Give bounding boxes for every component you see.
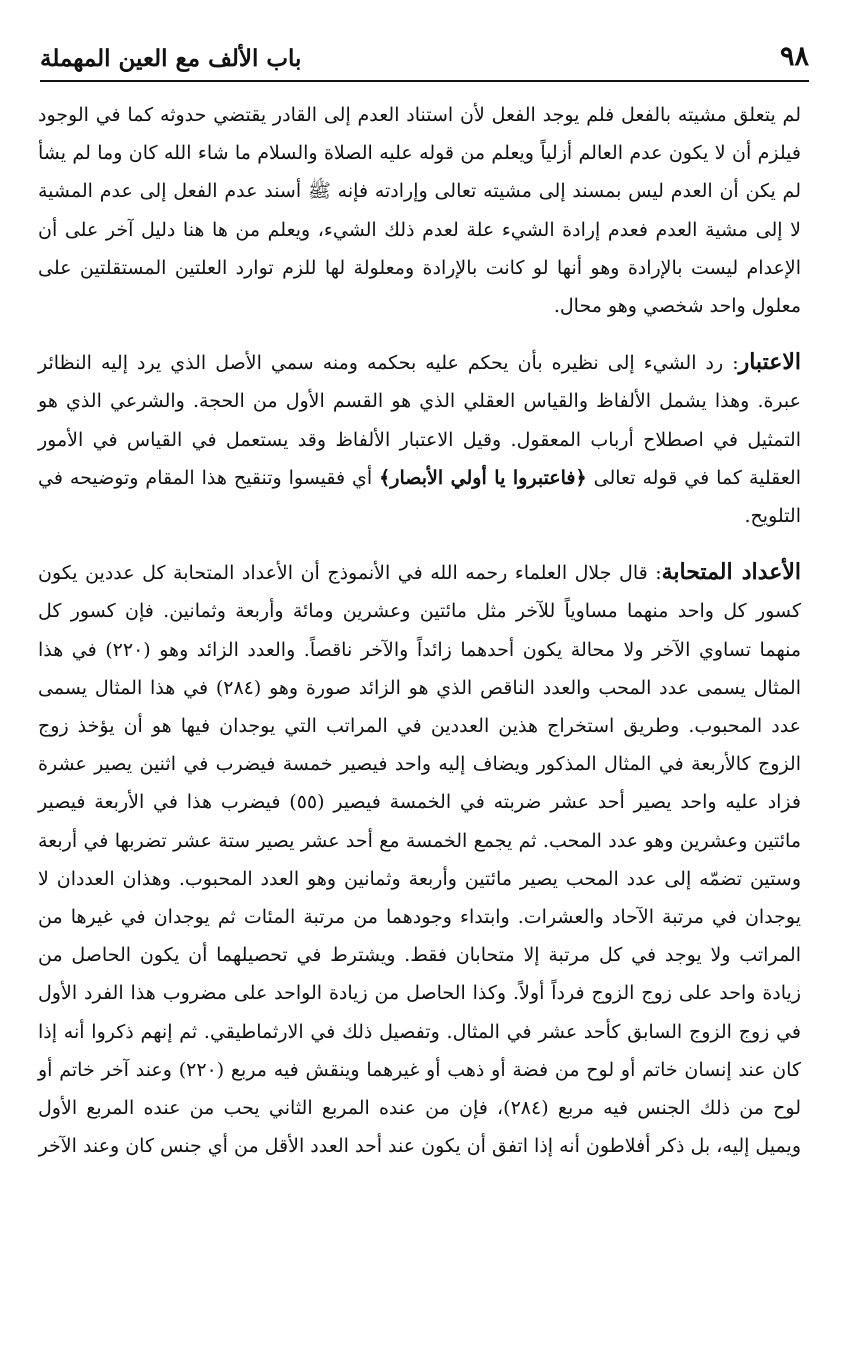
paragraph-continuation [38,96,801,325]
paragraph-amicable-numbers [38,553,801,1165]
paragraph-text: لم يتعلق مشيته بالفعل فلم يوجد الفعل لأن استناد العدم إلى القادر يقتضي حدوثه كما في الوجود فيلزم أن لا يكون عدم العالم أزلياً ويعلم من قوله عليه الصلاة والسلام ما شاء الله كان وما لم يشأ لم يكن أن العدم ليس بمسند إلى مشيته تعالى وإرادته فإنه ﷺ أسند عدم الفعل إلى عدم المشية لا إلى مشية العدم فعدم إرادة الشيء علة لعدم ذلك الشيء، ويعلم من ها هنا دليل آخر على أن الإعدام ليست بالإرادة وهو أنها لو كانت بالإرادة ومعلولة لها للزم توارد العلتين المستقلتين على معلول واحد شخصي وهو محال. [38,104,801,318]
paragraph-text: : قال جلال العلماء رحمه الله في الأنموذج أن الأعداد المتحابة كل عددين يكون كسور كل واحد منهما مساوياً للآخر مثل مائتين وعشرين ومائة وأربعة وثمانين. فإن كسور كل منهما تساوي الآخر ولا محالة يكون أحدهما زائداً والآخر ناقصاً. والعدد الزائد وهو (٢٢٠) في هذا المثال يسمى عدد المحب والعدد الناقص الذي هو الزائد صورة وهو (٢٨٤) في هذا المثال يسمى عدد المحبوب. وطريق استخراج هذين العددين في المراتب التي يوجدان فيها هو أن يؤخذ زوج الزوج كالأربعة في المثال المذكور ويضاف إليه واحد فيصير خمسة فيضرب في اثنين يصير عشرة فزاد عليه واحد يصير أحد عشر ضربته في الخمسة فيصير (٥٥) فيضرب هذا في الأربعة فيصير مائتين وعشرين وهو عدد المحب. ثم يجمع الخمسة مع أحد عشر يصير ستة عشر تضربها في أربعة وستين تضمّه إلى عدد المحب يصير مائتين وأربعة وثمانين وهو العدد المحبوب. وهذان العددان لا يوجدان في مرتبة الآحاد والعشرات. وابتداء وجودهما من مرتبة المئات ثم يوجدان في غيرها من المراتب ولا يوجد في كل مرتبة إلا متحابان فقط. ويشترط في تحصيلهما أن يكون الحاصل من زيادة واحد على زوج الزوج فرداً أولاً. وكذا الحاصل من زيادة الواحد على مضروب هذا الفرد الأول في زوج الزوج السابق كأحد عشر في المثال. وتفصيل ذلك في الارثماطيقي. ثم إنهم ذكروا أنه إذا كان عند إنسان خاتم أو لوح من فضة أو ذهب أو غيرهما وينقش فيه مربع (٢٢٠) وعند آخر خاتم أو لوح من ذلك الجنس فيه مربع (٢٨٤)، فإن من عنده المربع الثاني يحب من عنده المربع الأول ويميل إليه، بل ذكر أفلاطون أنه إذا اتفق أن يكون عند أحد العدد الأقل من أي جنس كان وعند الآخر [38,562,802,1158]
paragraph-text: : رد الشيء إلى نظيره بأن يحكم عليه بحكمه ومنه سمي الأصل الذي يرد إليه النظائر عبرة. وهذا يشمل الألفاظ والقياس العقلي الذي هو القسم الأول من الحجة. والشرعي الذي هو التمثيل في اصطلاح أرباب المعقول. وقيل الاعتبار الألفاظ وقد يستعمل في القياس في الأمور العقلية كما في قوله تعالى [38,352,801,489]
quran-quote: ﴿فاعتبروا يا أولي الأبصار﴾ [379,466,587,489]
chapter-title: باب الألف مع العين المهملة [40,45,302,72]
running-header [40,28,809,82]
paragraph-al-itibar [38,343,801,535]
entry-term: الأعداد المتحابة [661,559,801,586]
entry-term: الاعتبار [738,349,801,376]
body-text [38,96,801,1165]
paragraph-text: أي فقيسوا وتنقيح هذا المقام وتوضيحه في التلويح. [38,466,801,528]
page-number: ٩٨ [779,41,809,72]
